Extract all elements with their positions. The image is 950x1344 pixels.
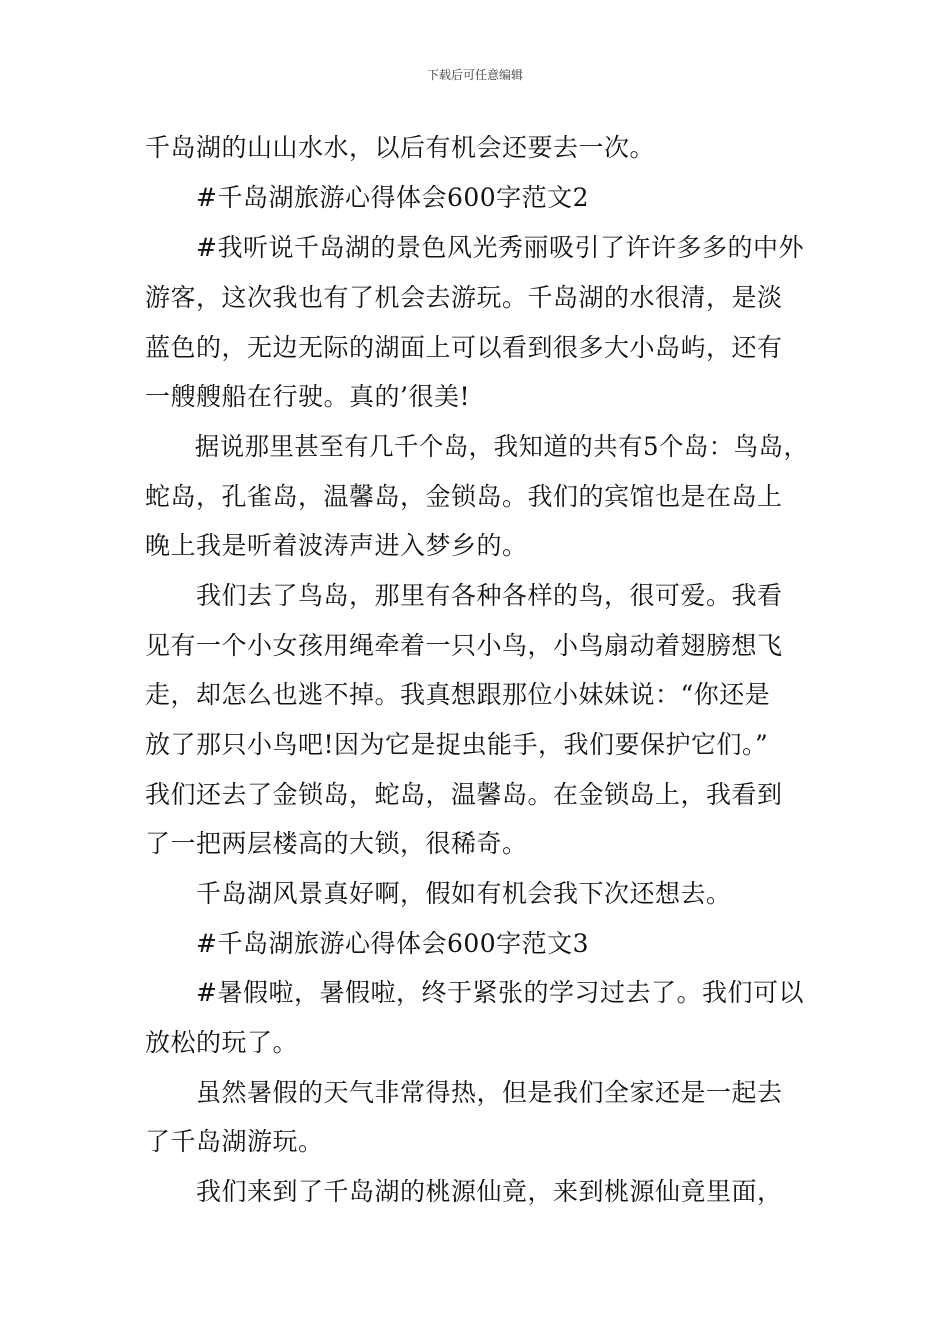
text-line: 蓝色的，无边无际的湖面上可以看到很多大小岛屿，还有 <box>145 333 783 362</box>
text-line: 走，却怎么也逃不掉。我真想跟那位小妹妹说：“你还是 <box>145 680 771 709</box>
text-line: #千岛湖旅游心得体会600字范文2 <box>145 183 590 212</box>
text-line: 蛇岛，孔雀岛，温馨岛，金锁岛。我们的宾馆也是在岛上 <box>145 482 783 511</box>
text-line: #我听说千岛湖的景色风光秀丽吸引了许许多多的中外 <box>145 233 804 262</box>
text-line: 我们去了鸟岛，那里有各种各样的鸟，很可爱。我看 <box>145 581 783 610</box>
page-header: 下载后可任意编辑 <box>426 68 523 82</box>
text-line: 晚上我是听着波涛声进入梦乡的。 <box>145 531 528 560</box>
text-line: 了一把两层楼高的大锁，很稀奇。 <box>145 829 528 858</box>
text-line: 我们还去了金锁岛，蛇岛，温馨岛。在金锁岛上，我看到 <box>145 780 783 809</box>
text-line: 虽然暑假的天气非常得热，但是我们全家还是一起去 <box>145 1078 783 1107</box>
text-line: 千岛湖风景真好啊，假如有机会我下次还想去。 <box>145 879 732 908</box>
text-line: 一艘艘船在行驶。真的’很美! <box>145 382 470 411</box>
text-line: 放松的玩了。 <box>145 1028 299 1057</box>
text-line: 放了那只小鸟吧!因为它是捉虫能手，我们要保护它们。” <box>145 730 769 759</box>
text-line: 我们来到了千岛湖的桃源仙竟，来到桃源仙竟里面， <box>145 1177 783 1206</box>
text-line: 千岛湖的山山水水，以后有机会还要去一次。 <box>145 133 656 162</box>
text-line: #暑假啦，暑假啦，终于紧张的学习过去了。我们可以 <box>145 978 804 1007</box>
text-line: 了千岛湖游玩。 <box>145 1127 324 1156</box>
text-line: #千岛湖旅游心得体会600字范文3 <box>145 929 590 958</box>
text-line: 据说那里甚至有几千个岛，我知道的共有5个岛：鸟岛， <box>145 432 809 461</box>
text-line: 游客，这次我也有了机会去游玩。千岛湖的水很清，是淡 <box>145 283 783 312</box>
text-line: 见有一个小女孩用绳牵着一只小鸟，小鸟扇动着翅膀想飞 <box>145 631 783 660</box>
